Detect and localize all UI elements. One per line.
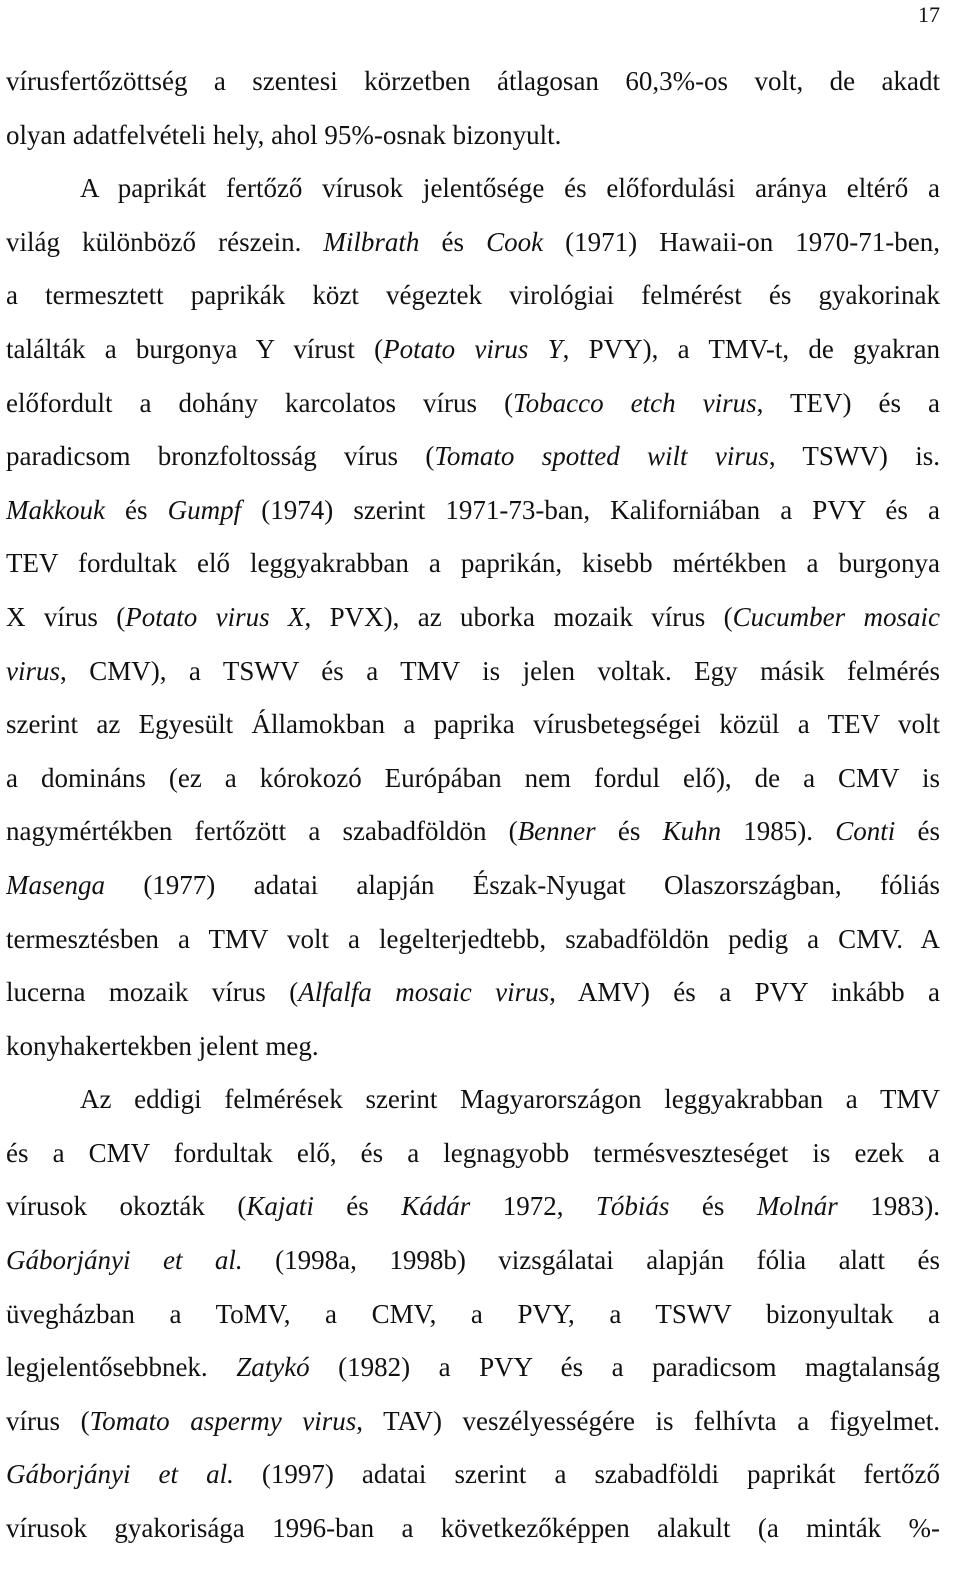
text-line	[6, 1180, 940, 1234]
page-number: 17	[918, 2, 940, 27]
italic-span: Tomato aspermy virus	[89, 1405, 357, 1436]
text-span: vírusfertőzöttség a szentesi körzetben átlagosan 60,3%-os volt, de akadt	[6, 66, 940, 96]
italic-span: Molnár	[756, 1191, 838, 1222]
text-line	[6, 216, 940, 270]
text-span: X vírus (	[6, 601, 126, 632]
text-line	[6, 162, 940, 216]
text-line	[6, 1288, 940, 1342]
italic-span: Kuhn	[662, 816, 722, 847]
text-span: paradicsom bronzfoltosság vírus (	[6, 441, 435, 472]
text-span: , AMV) és a PVY inkább a	[549, 977, 940, 1008]
italic-span: virus	[6, 655, 60, 686]
text-span: üvegházban a ToMV, a CMV, a PVY, a TSWV bizonyultak a	[6, 1298, 940, 1329]
text-span: termesztésben a TMV volt a legelterjedtebb, szabadföldön pedig a CMV. A	[6, 923, 940, 954]
text-span: 1983).	[837, 1191, 940, 1222]
text-span: vírusok okozták (	[6, 1191, 247, 1222]
text-span: (1974) szerint 1971-73-ban, Kaliforniában a PVY és a	[241, 494, 940, 525]
text-line	[6, 1448, 940, 1502]
text-line	[6, 913, 940, 967]
text-line	[6, 698, 940, 752]
text-span: szerint az Egyesült Államokban a paprika vírusbetegségei közül a TEV volt	[6, 709, 940, 740]
text-span: a domináns (ez a kórokozó Európában nem fordul elő), de a CMV is	[6, 762, 940, 793]
italic-span: Gumpf	[167, 494, 242, 525]
italic-span: Gáborjányi et al.	[6, 1245, 243, 1276]
text-span: lucerna mozaik vírus (	[6, 977, 299, 1008]
text-line	[6, 55, 940, 109]
italic-span: Milbrath	[323, 226, 420, 257]
text-span: találták a burgonya Y vírust (	[6, 333, 384, 364]
text-span: vírusok gyakorisága 1996-ban a következőképpen alakult (a minták %-	[6, 1513, 940, 1544]
text-span: , TAV) veszélyességére is felhívta a figyelmet.	[356, 1405, 940, 1436]
text-line	[6, 1234, 940, 1288]
text-span: előfordult a dohány karcolatos vírus (	[6, 387, 514, 418]
text-line	[6, 1502, 940, 1556]
italic-span: Conti	[835, 816, 896, 847]
text-line	[6, 1127, 940, 1181]
text-line	[6, 1341, 940, 1395]
text-span: 1972,	[470, 1191, 596, 1222]
text-span: , TEV) és a	[756, 387, 940, 418]
italic-span: Benner	[517, 816, 596, 847]
text-span: vírus (	[6, 1405, 90, 1436]
italic-span: Zatykó	[236, 1352, 310, 1383]
italic-span: Tobacco etch virus	[513, 387, 757, 418]
text-span: és	[669, 1191, 757, 1222]
text-span: és	[419, 226, 487, 257]
body-text	[6, 55, 940, 1556]
text-line	[6, 537, 940, 591]
text-line	[6, 591, 940, 645]
text-line	[6, 1395, 940, 1449]
text-line	[6, 1020, 940, 1074]
text-span: a termesztett paprikák közt végeztek virológiai felmérést és gyakorinak	[6, 280, 940, 311]
italic-span: Masenga	[6, 869, 105, 900]
text-span: Az eddigi felmérések szerint Magyarországon leggyakrabban a TMV	[80, 1084, 940, 1115]
text-span: (1997) adatai szerint a szabadföldi paprikát fertőző	[233, 1459, 940, 1490]
italic-span: Alfalfa mosaic virus	[298, 977, 550, 1008]
italic-span: Kádár	[401, 1191, 471, 1222]
text-span: konyhakertekben jelent meg.	[6, 1030, 319, 1061]
text-span: olyan adatfelvételi hely, ahol 95%-osnak bizonyult.	[6, 119, 562, 150]
text-line	[6, 430, 940, 484]
text-span: és	[595, 816, 663, 847]
text-span: (1998a, 1998b) vizsgálatai alapján fólia alatt és	[242, 1245, 940, 1276]
text-span: A paprikát fertőző vírusok jelentősége és előfordulási aránya eltérő a	[80, 173, 940, 204]
text-span: és	[313, 1191, 402, 1222]
text-span: 1985).	[721, 816, 836, 847]
text-span: , PVX), az uborka mozaik vírus (	[304, 601, 733, 632]
text-line	[6, 377, 940, 431]
italic-span: Tóbiás	[595, 1191, 670, 1222]
text-span: , PVY), a TMV-t, de gyakran	[562, 333, 940, 364]
italic-span: Potato virus X	[125, 601, 305, 632]
text-span: nagymértékben fertőzött a szabadföldön (	[6, 816, 518, 847]
text-line	[6, 484, 940, 538]
text-span: és	[895, 816, 940, 847]
text-line	[6, 645, 940, 699]
text-line	[6, 323, 940, 377]
text-line	[6, 109, 940, 163]
italic-span: Tomato spotted wilt virus	[434, 441, 769, 472]
text-span: és a CMV fordultak elő, és a legnagyobb termésveszteséget is ezek a	[6, 1137, 940, 1168]
text-line	[6, 966, 940, 1020]
text-span: legjelentősebbnek.	[6, 1352, 237, 1383]
text-span: , CMV), a TSWV és a TMV is jelen voltak. Egy másik felmérés	[60, 655, 940, 686]
text-span: (1971) Hawaii-on 1970-71-ben,	[543, 226, 940, 257]
italic-span: Makkouk	[6, 494, 105, 525]
text-line	[6, 805, 940, 859]
text-line	[6, 1073, 940, 1127]
text-span: , TSWV) is.	[768, 441, 940, 472]
italic-span: Potato virus Y	[383, 333, 563, 364]
italic-span: Gáborjányi et al.	[6, 1459, 234, 1490]
text-span: (1977) adatai alapján Észak-Nyugat Olaszországban, fóliás	[104, 869, 940, 900]
italic-span: Cook	[486, 226, 544, 257]
text-line	[6, 752, 940, 806]
italic-span: Cucumber mosaic	[732, 601, 940, 632]
italic-span: Kajati	[246, 1191, 314, 1222]
text-span: világ különböző részein.	[6, 226, 324, 257]
text-span: (1982) a PVY és a paradicsom magtalanság	[309, 1352, 940, 1383]
text-span: és	[104, 494, 168, 525]
text-line	[6, 859, 940, 913]
text-line	[6, 269, 940, 323]
text-span: TEV fordultak elő leggyakrabban a paprikán, kisebb mértékben a burgonya	[6, 548, 940, 579]
